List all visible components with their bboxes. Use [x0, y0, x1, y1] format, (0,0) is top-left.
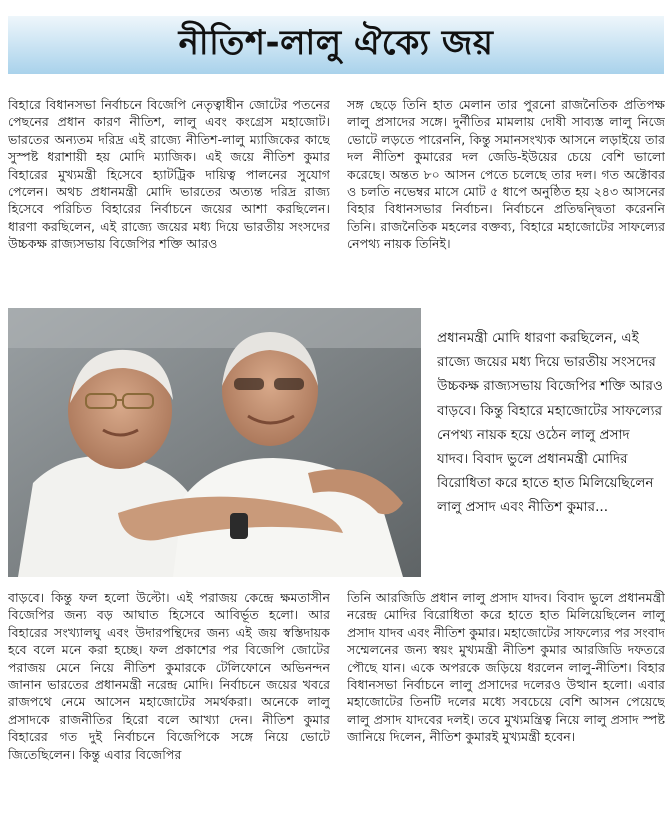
headline-banner	[8, 16, 664, 74]
photo-illustration	[8, 308, 421, 577]
wristwatch	[230, 513, 248, 539]
article-column-bottom-left: বাড়বে। কিন্তু ফল হলো উল্টো। এই পরাজয় কেন্দ্রে ক্ষমতাসীন বিজেপির জন্য বড় আঘাত হিসেবে আবির্ভূত হলো। আর বিহারের সংখ্যালঘু এবং উদারপন্থিদের জন্য এই জয় স্বস্তিদায়ক হবে বলে মনে করা হচ্ছে। ফল প্রকাশের পর বিজেপি জোটের পরাজয় মেনে নিয়ে নীতিশ কুমারকে টেলিফোনে অভিনন্দন জানান ভারতের প্রধানমন্ত্রী নরেন্দ্র মোদি। নির্বাচনে জয়ের খবরে রাজপথে নেমে আসেন মহাজোটের সমর্থকরা। অনেকে লালু প্রসাদকে রাজনীতির হিরো বলে আখ্যা দেন। নীতিশ কুমার বিহারের গত দুই নির্বাচনে বিজেপিকে সঙ্গে নিয়ে ভোটে জিতেছিলেন। কিন্তু এবার বিজেপির	[8, 590, 330, 762]
article-column-bottom-right: তিনি আরজিডি প্রধান লালু প্রসাদ যাদব। বিবাদ ভুলে প্রধানমন্ত্রী নরেন্দ্র মোদির বিরোধিতা করে হাতে হাত মিলিয়েছিলেন লালু প্রসাদ যাদব এবং নীতিশ কুমার। মহাজোটের সাফল্যের পর সংবাদ সম্মেলনের জন্য স্বয়ং মুখ্যমন্ত্রী নীতিশ কুমার আরজিডি দফতরে পৌছে যান। একে অপরকে জড়িয়ে ধরলেন লালু-নীতিশ। বিহার বিধানসভা নির্বাচনে লালু প্রসাদের দলেরও উত্থান হলো। এবার মহাজোটের তিনটি দলের মধ্যে সবচেয়ে বেশি আসন পেয়েছে লালু প্রসাদ যাদবের দলই। তবে মুখ্যমন্ত্রিত্ব নিয়ে লালু প্রসাদ স্পষ্ট জানিয়ে দিলেন, নীতিশ কুমারই মুখ্যমন্ত্রী হবেন।	[347, 590, 665, 745]
headline: নীতিশ-লালু ঐক্যে জয়	[178, 22, 494, 63]
news-photo	[8, 308, 421, 577]
pull-quote: প্রধানমন্ত্রী মোদি ধারণা করছিলেন, এই রাজ্যে জয়ের মধ্য দিয়ে ভারতীয় সংসদের উচ্চকক্ষ রাজ্যসভায় বিজেপির শক্তি আরও বাড়বে। কিন্তু বিহারে মহাজোটের সাফল্যের নেপথ্য নায়ক হয়ে ওঠেন লালু প্রসাদ যাদব। বিবাদ ভুলে প্রধানমন্ত্রী মোদির বিরোধিতা করে হাতে হাত মিলিয়েছিলেন লালু প্রসাদ এবং নীতিশ কুমার...	[437, 330, 664, 516]
article-column-top-left: বিহারে বিধানসভা নির্বাচনে বিজেপি নেতৃত্বাধীন জোটের পতনের পেছনের প্রধান কারণ নীতিশ, লালু এবং কংগ্রেস মহাজোট। ভারতের অন্যতম দরিদ্র এই রাজ্যে নীতিশ-লালু ম্যাজিকের কাছে সুস্পষ্ট ধরাশায়ী হয় মোদি ম্যাজিক। এই জয়ে নীতিশ কুমার বিহারের মুখ্যমন্ত্রী হিসেবে হ্যাটট্রিক দায়িত্ব পালনের সুযোগ পেলেন। অথচ প্রধানমন্ত্রী মোদি ভারতের অত্যন্ত দরিদ্র রাজ্য হিসেবে পরিচিত বিহারের নির্বাচনে জয়ের আশা করছিলেন। ধারণা করছিলেন, এই রাজ্যে জয়ের মধ্য দিয়ে ভারতীয় সংসদের উচ্চকক্ষ রাজ্যসভায় বিজেপির শক্তি আরও	[8, 97, 330, 252]
article-column-top-right: সঙ্গ ছেড়ে তিনি হাত মেলান তার পুরনো রাজনৈতিক প্রতিপক্ষ লালু প্রসাদের সঙ্গে। দুর্নীতির মামলায় দোষী সাব্যস্ত লালু নিজে ভোটে লড়তে পারেননি, কিন্তু সমানসংখ্যক আসনে লড়াইয়ে তার দল নীতিশ কুমারের দল জেডি-ইউয়ের চেয়ে বেশি ভালো করেছে। অন্তত ৮০ আসন পেতে চলেছে তার দল। গত অক্টোবর ও চলতি নভেম্বর মাসে মোট ৫ ধাপে অনুষ্ঠিত হয় ২৪৩ আসনের বিহার বিধানসভার নির্বাচন। নির্বাচনে প্রতিদ্বন্দ্বিতা করেননি তিনি। রাজনৈতিক মহলের বক্তব্য, বিহারে মহাজোটের সাফল্যের নেপথ্য নায়ক তিনিই।	[347, 97, 665, 252]
